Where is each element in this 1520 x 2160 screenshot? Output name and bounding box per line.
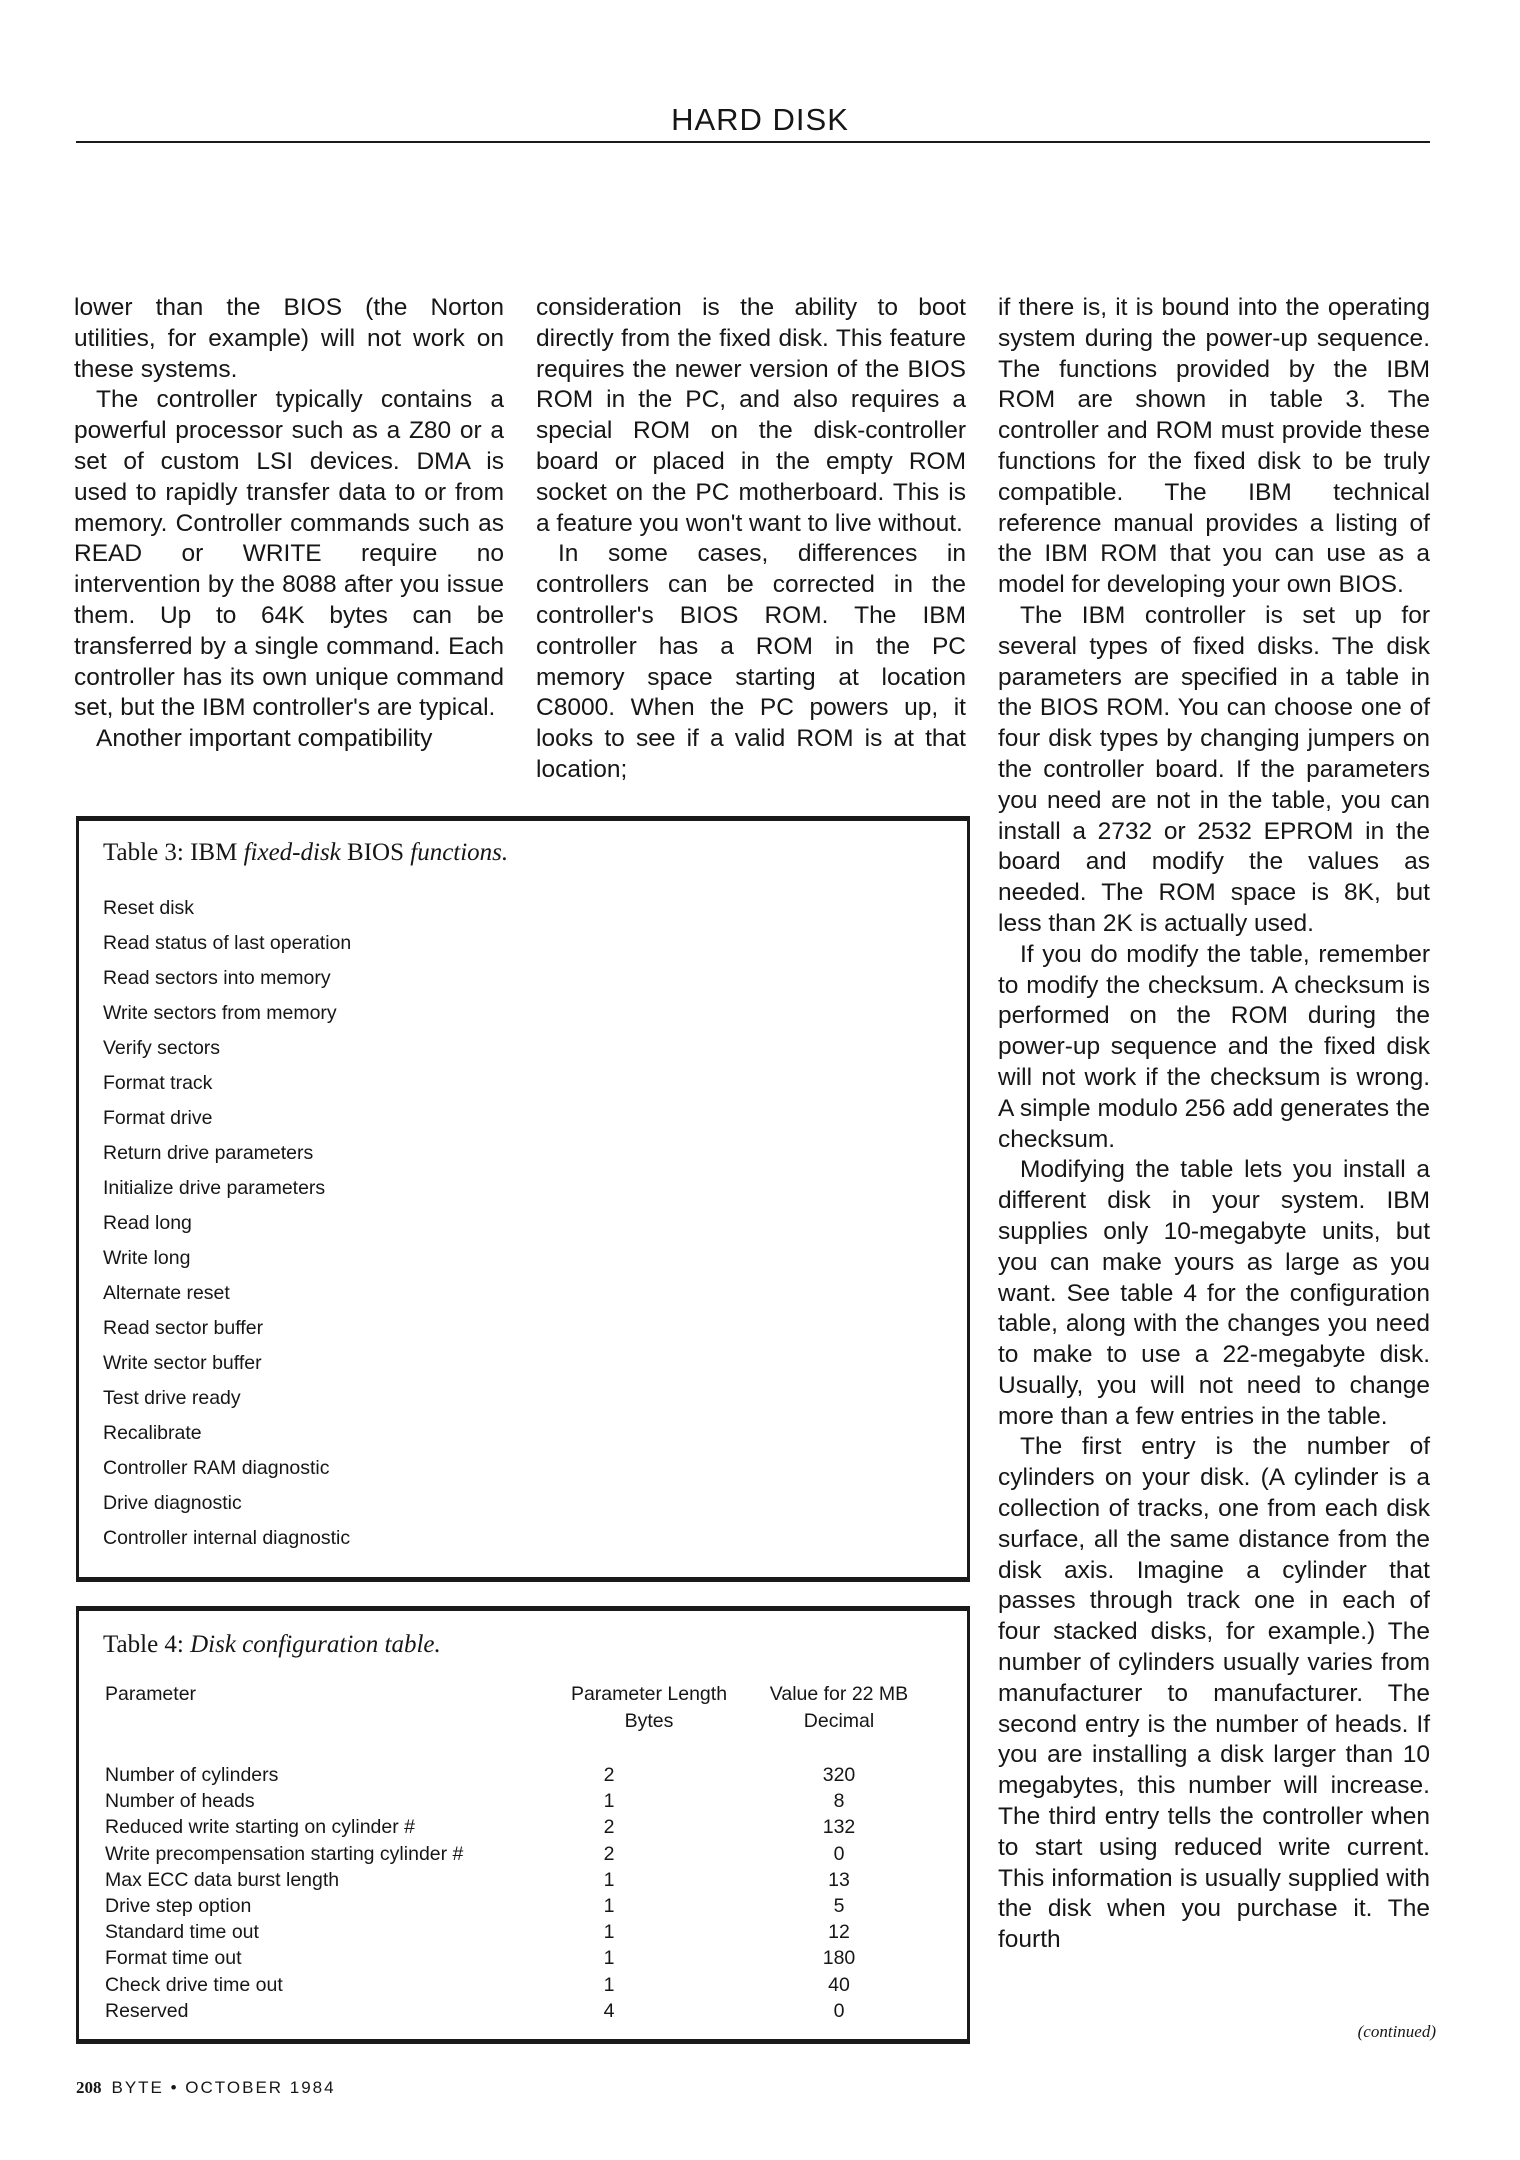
bios-function-item: Alternate reset: [103, 1282, 230, 1304]
table-cell-value: 0: [833, 1999, 845, 2022]
bytes-column: [579, 1762, 639, 2024]
table-cell-bytes: 1: [603, 1947, 615, 1970]
paragraph: In some cases, differences in controllers can be corrected in the controller's BIOS ROM. The IBM controller has a ROM in the PC memory space starting at location C8000. When the PC powers up, it looks to see if a valid ROM is at that location;: [536, 540, 966, 783]
text-column-1: [74, 293, 504, 755]
text-column-2: [536, 293, 966, 786]
bios-function-item: Read sector buffer: [103, 1317, 264, 1339]
table-cell-parameter: Format time out: [105, 1947, 242, 1970]
table-cell-bytes: 1: [603, 1973, 615, 1996]
text-column-3: [998, 293, 1430, 1956]
paragraph: The IBM controller is set up for several types of fixed disks. The disk parameters are specified in a table in the BIOS ROM. You can choose one of four disk types by changing jumpers on the controller board. If the parameters you need are not in the table, you can install a 2732 or 2532 EPROM in the board and modify the values as needed. The ROM space is 8K, but less than 2K is actually used.: [998, 601, 1430, 937]
table-cell-bytes: 1: [603, 1894, 615, 1917]
table-cell-parameter: Number of cylinders: [105, 1764, 279, 1786]
header-value-22mb: Value for 22 MB Decimal: [769, 1683, 909, 1732]
page-footer: [76, 2078, 336, 2098]
paragraph: Modifying the table lets you install a different disk in your system. IBM supplies only 10-megabyte units, but you can make yours as large as you want. See table 4 for the configuration table, along with the changes you need to make to use a 22-megabyte disk. Usually, you will not need to change more than a few entries in the table.: [998, 1156, 1430, 1430]
bios-function-item: Test drive ready: [103, 1387, 241, 1409]
table-cell-bytes: 2: [603, 1842, 615, 1865]
table-cell-parameter: Reserved: [105, 1999, 189, 2022]
table-cell-value: 8: [833, 1790, 845, 1813]
bios-function-item: Write sectors from memory: [103, 1002, 337, 1024]
bios-function-item: Controller RAM diagnostic: [103, 1457, 330, 1479]
paragraph: The controller typically contains a powerful processor such as a Z80 or a set of custom LSI devices. DMA is used to rapidly transfer data to or from memory. Controller commands such as READ or WRITE require no intervention by the 8088 after you issue them. Up to 64K bytes can be transferred by a single command. Each controller has its own unique command set, but the IBM controller's are typical.: [74, 386, 504, 722]
table-cell-value: 320: [822, 1764, 856, 1786]
bios-function-item: Return drive parameters: [103, 1142, 314, 1164]
bios-function-item: Initialize drive parameters: [103, 1177, 326, 1199]
bios-function-item: Recalibrate: [103, 1422, 202, 1444]
bios-function-item: Controller internal diagnostic: [103, 1527, 351, 1549]
table-cell-bytes: 4: [603, 1999, 615, 2022]
continued-note: (continued): [1357, 2022, 1436, 2041]
header-parameter-length: Parameter Length Bytes: [570, 1683, 728, 1732]
table-3-caption: Table 3: IBM fixed-disk BIOS functions.: [103, 839, 509, 866]
header-parameter: Parameter: [105, 1683, 197, 1705]
header-rule: [76, 141, 1430, 143]
table-cell-value: 5: [833, 1894, 845, 1917]
table-cell-value: 13: [828, 1868, 850, 1891]
table-cell-parameter: Write precompensation starting cylinder #: [105, 1842, 464, 1865]
paragraph: lower than the BIOS (the Norton utilities, for example) will not work on these systems.: [74, 294, 504, 383]
table-cell-bytes: 1: [603, 1868, 615, 1891]
paragraph: consideration is the ability to boot directly from the fixed disk. This feature requires the newer version of the BIOS ROM in the PC, and also requires a special ROM on the disk-controller board or placed in the empty ROM socket on the PC motherboard. This is a feature you won't want to live without.: [536, 294, 966, 537]
table-cell-bytes: 2: [603, 1816, 615, 1839]
bios-function-item: Reset disk: [103, 897, 195, 919]
table-cell-value: 132: [822, 1816, 856, 1839]
bios-function-item: Format track: [103, 1072, 213, 1094]
value-column: [779, 1762, 899, 2024]
table-4-caption: Table 4: Disk configuration table.: [103, 1631, 441, 1658]
publication-line: BYTE • OCTOBER 1984: [111, 2078, 336, 2097]
paragraph: if there is, it is bound into the operating system during the power-up sequence. The functions provided by the IBM ROM are shown in table 3. The controller and ROM must provide these functions for the fixed disk to be truly compatible. The IBM technical reference manual provides a listing of the IBM ROM that you can use as a model for developing your own BIOS.: [998, 294, 1430, 599]
bios-function-item: Verify sectors: [103, 1037, 221, 1059]
table-cell-parameter: Number of heads: [105, 1790, 255, 1813]
bios-function-item: Write long: [103, 1247, 191, 1269]
bios-function-item: Format drive: [103, 1107, 213, 1129]
bios-function-list: [103, 891, 351, 1556]
table-cell-bytes: 1: [603, 1921, 615, 1944]
table-cell-bytes: 2: [603, 1764, 615, 1786]
table-cell-bytes: 1: [603, 1790, 615, 1813]
table-4-box: [76, 1606, 970, 2044]
table-cell-parameter: Standard time out: [105, 1921, 259, 1944]
page-number: 208: [76, 2078, 102, 2097]
running-header: HARD DISK: [671, 102, 849, 137]
table-3-box: [76, 816, 970, 1582]
table-cell-parameter: Reduced write starting on cylinder #: [105, 1816, 415, 1839]
table-cell-value: 180: [822, 1947, 856, 1970]
table-cell-parameter: Drive step option: [105, 1894, 252, 1917]
paragraph: If you do modify the table, remember to modify the checksum. A checksum is performed on the ROM during the power-up sequence and the fixed disk will not work if the checksum is wrong. A simple modulo 256 add generates the checksum.: [998, 940, 1430, 1153]
table-cell-parameter: Max ECC data burst length: [105, 1868, 340, 1891]
table-cell-parameter: Check drive time out: [105, 1973, 283, 1996]
paragraph: Another important compatibility: [96, 725, 433, 753]
table-cell-value: 40: [828, 1973, 850, 1996]
table-cell-value: 12: [828, 1921, 850, 1944]
bios-function-item: Write sector buffer: [103, 1352, 262, 1374]
table-cell-value: 0: [833, 1842, 845, 1865]
paragraph: The first entry is the number of cylinders on your disk. (A cylinder is a collection of tracks, one from each disk surface, all the same distance from the disk axis. Imagine a cylinder that passes through track one in each of four stacked disks, for example.) The number of cylinders usually varies from manufacturer to manufacturer. The second entry is the number of heads. If you are installing a disk larger than 10 megabytes, this number will increase. The third entry tells the controller when to start using reduced write current. This information is usually supplied with the disk when you purchase it. The fourth: [998, 1433, 1430, 1954]
bios-function-item: Read sectors into memory: [103, 967, 331, 989]
bios-function-item: Read long: [103, 1212, 192, 1234]
bios-function-item: Read status of last operation: [103, 932, 352, 954]
parameter-column: [105, 1762, 463, 2024]
bios-function-item: Drive diagnostic: [103, 1492, 242, 1514]
